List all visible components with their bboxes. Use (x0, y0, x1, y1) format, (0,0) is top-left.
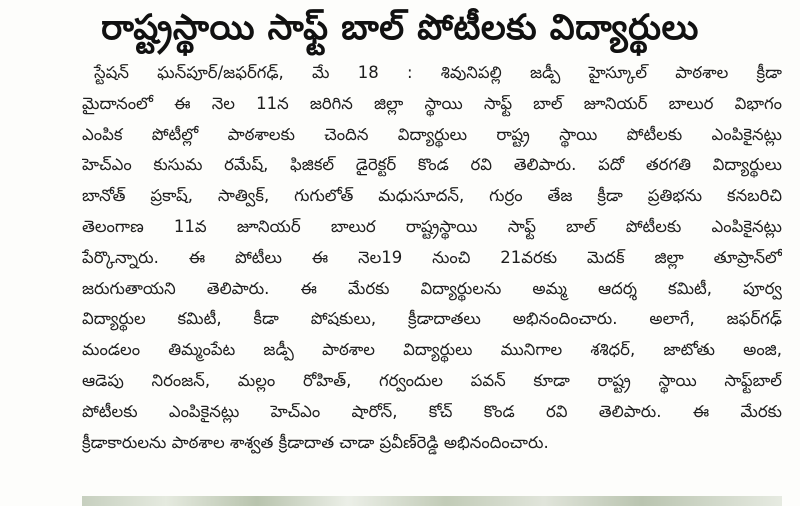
article-line-1: స్టేషన్ ఘన్‌పూర్/జఫర్‌గఢ్, మే 18 : శివునిపల్లి జడ్పీ హైస్కూల్ పాఠశాల క్రీడా (94, 63, 782, 82)
article-line-5: బానోత్ ప్రకాష్, సాత్విక్, గుగులోత్ మధుసూదన్, గుర్రం తేజ క్రీడా ప్రతిభను కనబరిచి (82, 186, 782, 206)
article-line-3: ఎంపిక పోటీల్లో పాఠశాలకు చెందిన విద్యార్థులు రాష్ట్ర స్థాయి పోటీలకు ఎంపికైనట్లు (82, 124, 782, 144)
article-line-12: పోటీలకు ఎంపికైనట్లు హెచ్ఎం షారోన్, కోచ్ కొండ రవి తెలిపారు. ఈ మేరకు (82, 401, 782, 421)
article-line-13: క్రీడాకారులను పాఠశాల శాశ్వత క్రీడాదాత చాడా ప్రవీణ్‌రెడ్డి అభినందించారు. (82, 432, 549, 452)
article-line-9: విద్యార్థుల కమిటీ, కీడా పోషకులు, క్రీడాదాతలు అభినందించారు. అలాగే, జఫర్‌గఢ్ (82, 309, 782, 329)
headline: రాష్ట్రస్థాయి సాఫ్ట్ బాల్ పోటీలకు విద్యార్థులు (101, 8, 699, 48)
article-line-2: మైదానంలో ఈ నెల 11న జరిగిన జిల్లా స్థాయి సాఫ్ట్ బాల్ జూనియర్ బాలుర విభాగం (82, 93, 782, 113)
article-line-8: జరుగుతాయని తెలిపారు. ఈ మేరకు విద్యార్థులను అమ్మ ఆదర్శ కమిటీ, పూర్వ (82, 278, 782, 298)
article-line-6: తెలంగాణ 11వ జూనియర్ బాలుర రాష్ట్రస్థాయి సాఫ్ట్ బాల్ పోటీలకు ఎంపికైనట్లు (82, 216, 782, 236)
article-line-11: ఆడెపు నిరంజన్, మల్లం రోహిత్, గర్వందుల పవన్ కూడా రాష్ట్ర స్థాయి సాఫ్ట్‌బాల్ (82, 370, 782, 390)
article-line-10: మండలం తిమ్మంపేట జడ్పీ పాఠశాల విద్యార్థులు మునిగాల శశిధర్, జాటోతు అంజి, (82, 340, 782, 360)
photo-edge (82, 496, 782, 506)
article-line-7: పేర్కొన్నారు. ఈ పోటీలు ఈ నెల19 నుంచి 21వరకు మెదక్ జిల్లా తూప్రాన్‌లో (82, 247, 782, 267)
article-line-4: హెచ్ఎం కుసుమ రమేష్, ఫిజికల్ డైరెక్టర్ కొండ రవి తెలిపారు. పదో తరగతి విద్యార్థులు (82, 155, 782, 175)
article-body (82, 58, 782, 458)
